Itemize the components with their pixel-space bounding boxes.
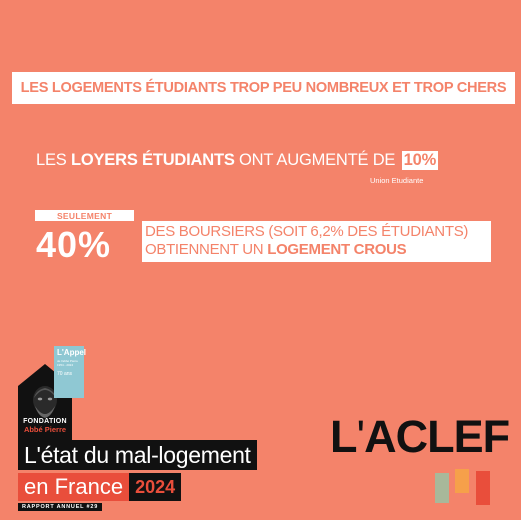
stat1-prefix: LES bbox=[36, 151, 71, 169]
stat2-line1: DES BOURSIERS (SOIT 6,2% DES ÉTUDIANTS) bbox=[145, 223, 469, 240]
stat1-emphasis: LOYERS ÉTUDIANTS bbox=[70, 151, 235, 169]
aclef-bar-green bbox=[435, 473, 449, 503]
headline-text: LES LOGEMENTS ÉTUDIANTS TROP PEU NOMBREUX ET TROP CHERS bbox=[20, 80, 507, 96]
fondation-label-2: Abbé Pierre bbox=[23, 425, 67, 434]
appel-badge bbox=[54, 346, 87, 398]
aclef-bar-orange bbox=[455, 469, 469, 493]
report-title-bar bbox=[18, 440, 257, 470]
aclef-bar-red bbox=[476, 471, 490, 505]
stat1-middle: ONT AUGMENTÉ DE bbox=[234, 151, 400, 169]
aclef-part1: L bbox=[330, 411, 357, 462]
stat2-line2-emphasis: LOGEMENT CROUS bbox=[267, 241, 407, 258]
appel-title: L'Appel bbox=[57, 348, 87, 357]
appel-years: 70 ans bbox=[57, 371, 73, 377]
fondation-label-1: FONDATION bbox=[23, 418, 67, 425]
stat2-value: 40% bbox=[36, 224, 112, 265]
stat2-line2 bbox=[145, 241, 488, 259]
stat1-value: 10% bbox=[403, 151, 437, 169]
aclef-logo bbox=[330, 413, 509, 461]
aclef-part2: ACLEF bbox=[364, 411, 510, 462]
fondation-label bbox=[18, 418, 72, 434]
stat2-line2-prefix: OBTIENNENT UN bbox=[145, 241, 268, 258]
report-title: L'état du mal-logement bbox=[24, 441, 251, 468]
report-edition: RAPPORT ANNUEL #29 bbox=[22, 504, 99, 510]
report-subtitle-bar bbox=[18, 473, 181, 501]
appel-subtitle: de l'abbé Pierre 1954 - 2024 bbox=[57, 359, 78, 367]
report-year: 2024 bbox=[129, 473, 181, 501]
report-edition-bar bbox=[18, 503, 102, 511]
aclef-apostrophe: ' bbox=[356, 411, 365, 462]
headline-banner bbox=[12, 72, 515, 104]
stat2-tag-text: SEULEMENT bbox=[56, 210, 113, 221]
stat1-source: Union Etudiante bbox=[370, 176, 424, 185]
stat2-box bbox=[142, 221, 491, 262]
stat2-tag bbox=[35, 210, 134, 221]
report-country: en France bbox=[18, 473, 129, 501]
stat-rent-increase bbox=[36, 151, 438, 170]
